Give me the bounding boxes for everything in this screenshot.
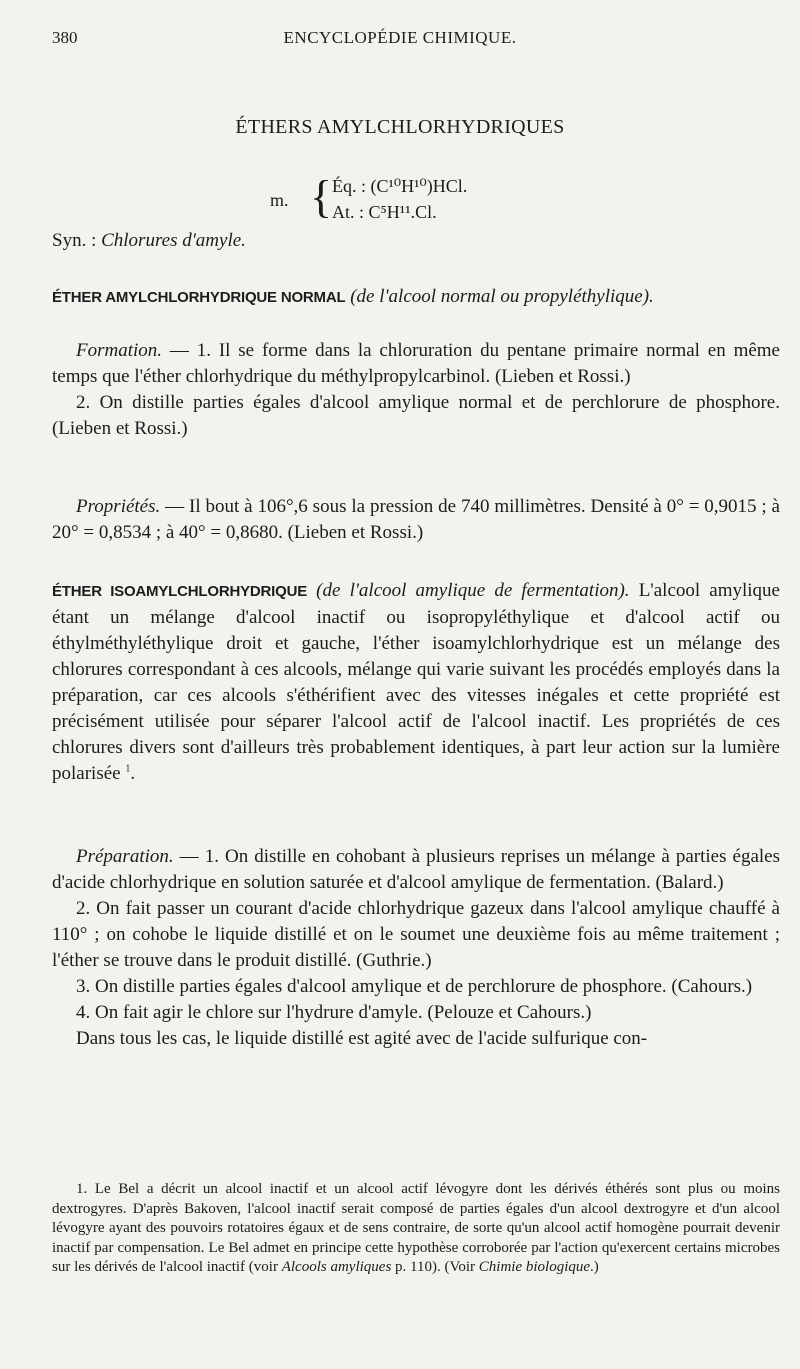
footnote-mid: p. 110). (Voir: [391, 1259, 479, 1275]
preparation-paragraph-4: 4. On fait agir le chlore sur l'hydrure d'amyle. (Pelouze et Cahours.): [76, 1002, 592, 1023]
normal-qualifier: (de l'alcool normal ou propyléthylique).: [350, 286, 654, 307]
page-number: 380: [52, 28, 78, 47]
synonym-name: Chlorures d'amyle.: [101, 230, 246, 251]
formula-atomic: [332, 202, 437, 223]
eq-label: Éq. :: [332, 176, 371, 196]
normal-ether-section: [52, 284, 780, 311]
formation-label: Formation.: [76, 340, 163, 361]
iso-heading: ÉTHER ISOAMYLCHLORHYDRIQUE: [52, 583, 308, 600]
brace-glyph: {: [310, 171, 333, 222]
proprietes-text: — Il bout à 106°,6 sous la pression de 740 millimètres. Densité à 0° = 0,9015 ; à 20° = 0,8534 ; à 40° = 0,8680. (Lieben et Rossi.): [52, 496, 780, 543]
preparation-text-1: — 1. On distille en cohobant à plusieurs reprises un mélange à parties égales d'acide chlorhydrique en solution saturée et d'alcool amylique de fermentation. (Balard.): [52, 846, 780, 893]
formation-paragraph-1: [52, 338, 780, 390]
preparation-label: Préparation.: [76, 846, 174, 867]
synonym-label: Syn. :: [52, 230, 102, 251]
at-formula: C⁵H¹¹.Cl.: [368, 202, 437, 222]
iso-end: .: [130, 763, 136, 784]
iso-qualifier: (de l'alcool amylique de fermentation).: [316, 580, 630, 601]
proprietes-label: Propriétés.: [76, 496, 161, 517]
proprietes-paragraph: [52, 494, 780, 546]
normal-heading-line: [52, 284, 780, 311]
footnote-ref-alcools: Alcools amyliques: [281, 1259, 392, 1275]
preparation-paragraph-5: Dans tous les cas, le liquide distillé est agité avec de l'acide sulfurique con-: [76, 1028, 648, 1049]
preparation-paragraph-1: [52, 844, 780, 896]
formation-text-1: — 1. Il se forme dans la chloruration du pentane primaire normal en même temps que l'éther chlorhydrique du méthylpropylcarbinol. (Lieben et Rossi.): [52, 340, 780, 387]
at-label: At. :: [332, 202, 369, 222]
preparation-paragraph-2: 2. On fait passer un courant d'acide chlorhydrique gazeux dans l'alcool amylique chauffé à 110° ; on cohobe le liquide distillé et on le soumet une deuxième fois au même traitement ; l'éther se trouve dans le produit distillé. (Guthrie.): [52, 898, 780, 971]
footnote-1: [52, 1180, 780, 1278]
footnote-end: .): [590, 1259, 599, 1275]
proprietes-section: [52, 494, 780, 546]
footnote-text: 1. Le Bel a décrit un alcool inactif et un alcool actif lévogyre dont les dérivés éthérés sont plus ou moins dextrogyres. D'après Bakoven, l'alcool inactif serait composé de parties égales d'un alcool dextrogyre et d'un alcool lévogyre ayant des pouvoirs rotatoires égaux et de sens contraire, de sorte qu'un alcool actif homogène pourrait devenir inactif par compensation. Le Bel admet en principe cette hypothèse corroborée par l'action qu'exercent certains microbes sur les dérivés de l'alcool inactif (voir: [52, 1181, 780, 1275]
formula-m: m.: [270, 190, 289, 210]
section-title: ÉTHERS AMYLCHLORHYDRIQUES: [235, 116, 565, 138]
running-header: [52, 28, 748, 54]
iso-ether-section: [52, 578, 780, 787]
formation-section: [52, 338, 780, 442]
normal-heading: ÉTHER AMYLCHLORHYDRIQUE NORMAL: [52, 289, 346, 306]
eq-formula: (C¹⁰H¹⁰)HCl.: [370, 176, 468, 196]
preparation-paragraph-3: 3. On distille parties égales d'alcool amylique et de perchlorure de phosphore. (Cahours.): [76, 976, 753, 997]
running-title: ENCYCLOPÉDIE CHIMIQUE.: [283, 28, 517, 47]
footnote-reference: 1: [125, 763, 131, 775]
synonym-line: [52, 230, 246, 252]
formation-paragraph-2: 2. On distille parties égales d'alcool amylique normal et de perchlorure de phosphore. (Lieben et Rossi.): [52, 392, 780, 439]
preparation-section: [52, 844, 780, 1052]
iso-paragraph: [52, 578, 780, 787]
footnote-ref-chimie: Chimie biologique: [478, 1259, 591, 1275]
formula-block: [270, 171, 590, 228]
iso-text: L'alcool amylique étant un mélange d'alcool inactif ou isopropyléthylique et d'alcool actif ou éthylméthyléthylique droit et gauche, l'éther isoamylchlorhydrique est un mélange des chlorures correspondant à ces alcools, mélange qui varie suivant les procédés employés dans la préparation, car ces alcools s'éthérifient avec des vitesses inégales et cette propriété est précisément utilisée pour séparer l'alcool actif de l'alcool inactif. Les propriétés de ces chlorures divers sont d'ailleurs très probablement identiques, à part leur action sur la lumière polarisée: [52, 580, 780, 784]
formula-equivalent: [332, 176, 467, 197]
footnote-block: [52, 1180, 780, 1278]
